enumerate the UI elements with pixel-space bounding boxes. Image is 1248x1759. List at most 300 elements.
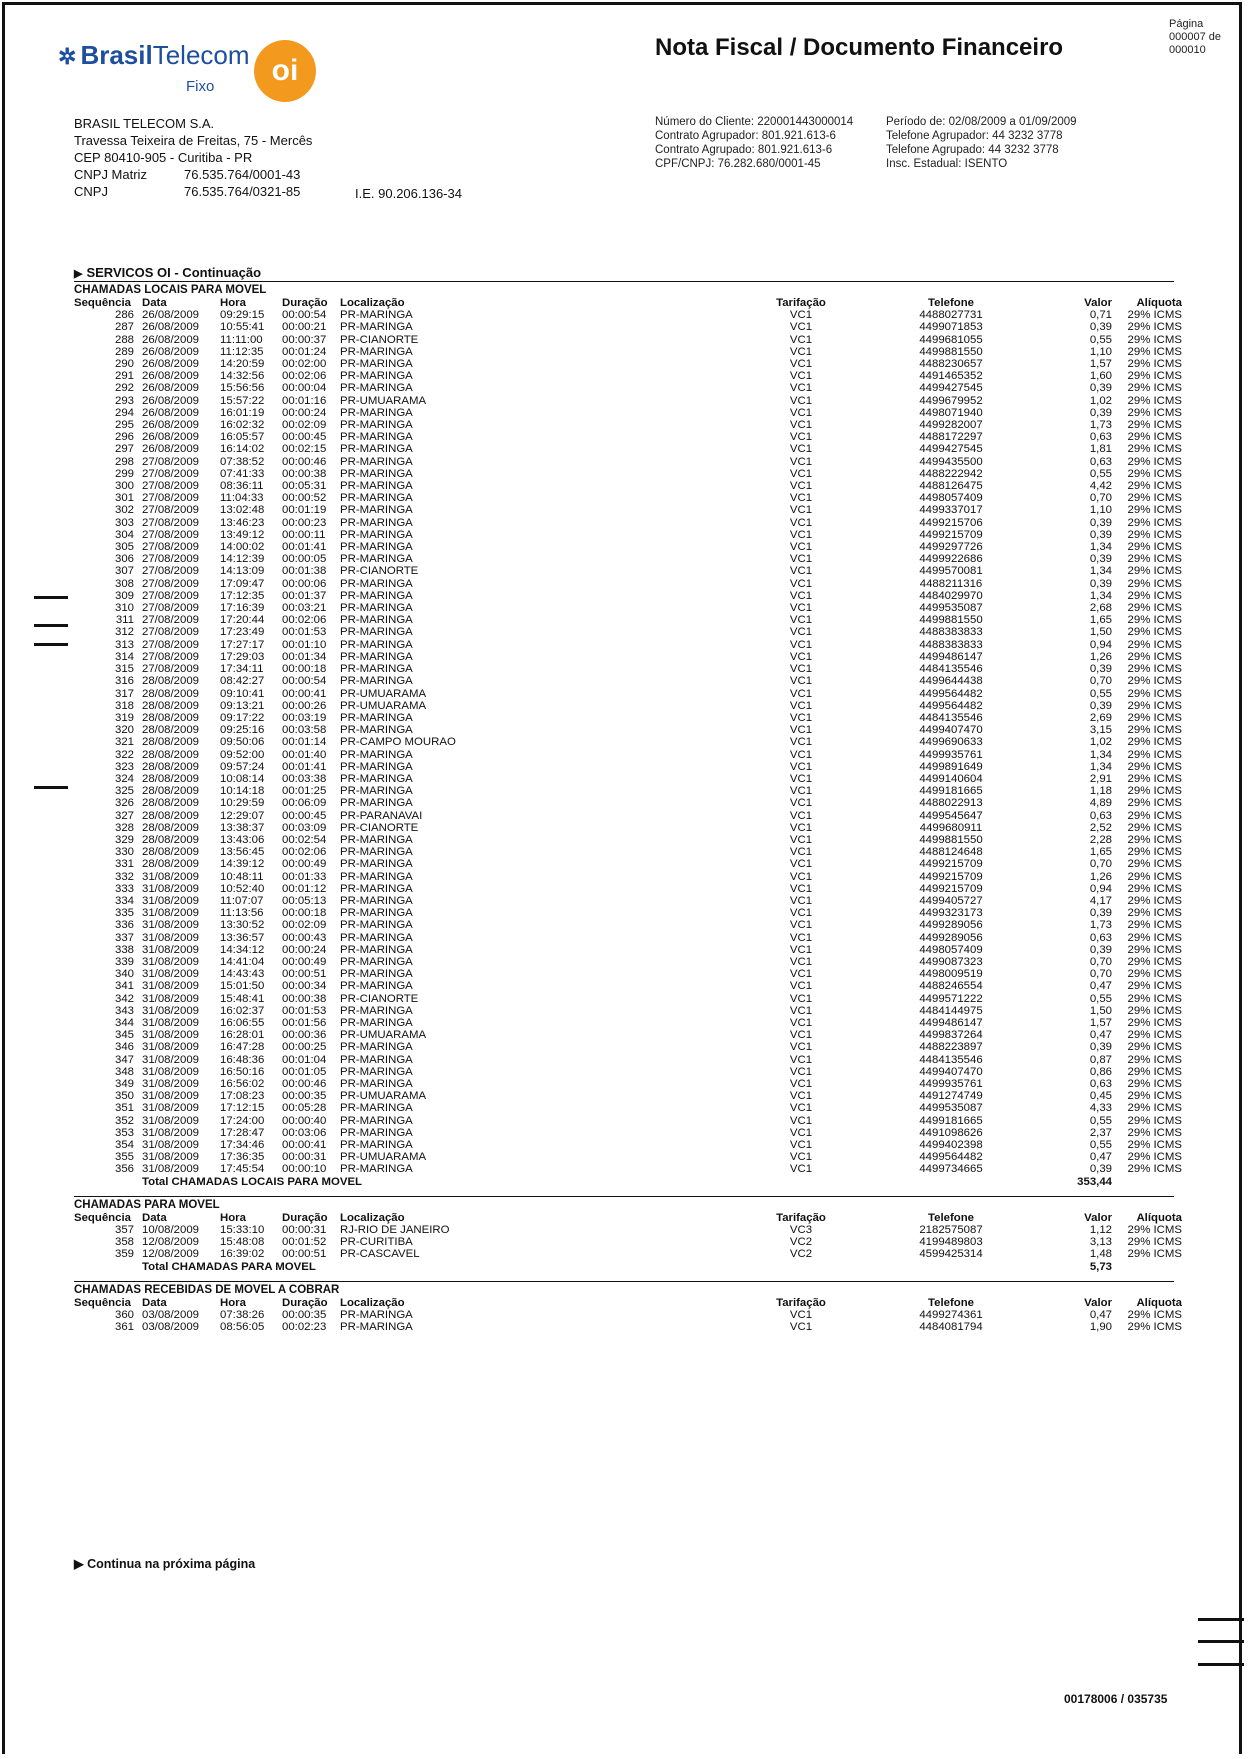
total-spacer bbox=[1112, 1176, 1182, 1188]
cell-phone: 4499734665 bbox=[919, 1163, 983, 1176]
cell-duration: 00:01:19 bbox=[282, 504, 327, 517]
cell-time: 15:57:22 bbox=[220, 394, 265, 407]
cell-date: 28/08/2009 bbox=[142, 699, 200, 712]
call-section bbox=[74, 281, 1182, 1188]
cell-tariff: VC1 bbox=[789, 431, 813, 444]
cell-date: 31/08/2009 bbox=[142, 1041, 200, 1054]
cell-time: 17:45:54 bbox=[220, 1163, 265, 1176]
table-row bbox=[74, 1005, 1182, 1017]
cell-duration: 00:02:06 bbox=[282, 370, 327, 383]
cell-tax-rate: 29% ICMS bbox=[1127, 480, 1182, 493]
cell-sequence: 309 bbox=[114, 589, 134, 602]
cell-location: PR-MARINGA bbox=[340, 1126, 413, 1139]
cell-phone: 4499407470 bbox=[919, 724, 983, 737]
cell-tariff: VC1 bbox=[789, 919, 813, 932]
table-row bbox=[74, 541, 1182, 553]
cell-location: PR-MARINGA bbox=[340, 1309, 413, 1322]
cell-phone: 4499679952 bbox=[919, 394, 983, 407]
cell-phone: 4499215709 bbox=[919, 858, 983, 871]
cell-duration: 00:00:06 bbox=[282, 577, 327, 590]
cell-tax-rate: 29% ICMS bbox=[1127, 1053, 1182, 1066]
cell-sequence: 314 bbox=[114, 650, 134, 663]
cell-date: 28/08/2009 bbox=[142, 797, 200, 810]
cell-phone: 4499545647 bbox=[919, 809, 983, 822]
table-row bbox=[74, 944, 1182, 956]
table-row bbox=[74, 822, 1182, 834]
cell-tariff: VC1 bbox=[789, 748, 813, 761]
cell-location: PR-MARINGA bbox=[340, 907, 413, 920]
cell-tax-rate: 29% ICMS bbox=[1127, 431, 1182, 444]
cell-phone: 4499837264 bbox=[919, 1029, 983, 1042]
oi-logo: oi bbox=[254, 40, 316, 102]
cell-sequence: 332 bbox=[114, 870, 134, 883]
total-label: Total CHAMADAS PARA MOVEL bbox=[142, 1260, 316, 1273]
cell-date: 31/08/2009 bbox=[142, 1029, 200, 1042]
cell-time: 17:29:03 bbox=[220, 650, 265, 663]
cell-date: 27/08/2009 bbox=[142, 541, 200, 554]
cell-date: 31/08/2009 bbox=[142, 931, 200, 944]
cell-tariff: VC1 bbox=[789, 699, 813, 712]
cell-date: 31/08/2009 bbox=[142, 1114, 200, 1127]
cell-tariff: VC1 bbox=[789, 1139, 813, 1152]
cell-tariff: VC1 bbox=[789, 675, 813, 688]
table-row bbox=[74, 1139, 1182, 1151]
cell-duration: 00:00:49 bbox=[282, 955, 327, 968]
cell-location: PR-MARINGA bbox=[340, 1321, 413, 1334]
column-header-tariff: Tarifação bbox=[776, 297, 826, 309]
table-row bbox=[74, 675, 1182, 687]
cell-value: 4,89 bbox=[1089, 797, 1112, 810]
cell-time: 15:56:56 bbox=[220, 382, 265, 395]
cell-tariff: VC1 bbox=[789, 589, 813, 602]
cell-duration: 00:01:37 bbox=[282, 589, 327, 602]
cell-sequence: 319 bbox=[114, 711, 134, 724]
column-header-time: Hora bbox=[220, 1211, 246, 1224]
cell-date: 31/08/2009 bbox=[142, 1016, 200, 1029]
cell-duration: 00:00:34 bbox=[282, 980, 327, 993]
column-header-tariff: Tarifação bbox=[776, 1296, 826, 1309]
cell-sequence: 330 bbox=[114, 846, 134, 859]
cell-location: PR-UMUARAMA bbox=[340, 1090, 427, 1103]
cell-tax-rate: 29% ICMS bbox=[1127, 968, 1182, 981]
cell-duration: 00:00:26 bbox=[282, 699, 327, 712]
column-header-duration: Duração bbox=[282, 1296, 328, 1309]
column-header-phone: Telefone bbox=[928, 1296, 974, 1309]
cell-tax-rate: 29% ICMS bbox=[1127, 492, 1182, 505]
cell-phone: 4491465352 bbox=[919, 370, 983, 383]
cell-location: PR-MARINGA bbox=[340, 1016, 413, 1029]
cell-value: 0,63 bbox=[1089, 431, 1112, 444]
cell-duration: 00:00:18 bbox=[282, 663, 327, 676]
column-header-phone: Telefone bbox=[928, 1211, 974, 1224]
column-header-location: Localização bbox=[340, 1296, 405, 1309]
company-info bbox=[74, 115, 462, 201]
cell-tax-rate: 29% ICMS bbox=[1127, 1224, 1182, 1237]
cell-tax-rate: 29% ICMS bbox=[1127, 370, 1182, 383]
cell-time: 13:30:52 bbox=[220, 919, 265, 932]
cell-phone: 4499215709 bbox=[919, 870, 983, 883]
cell-tax-rate: 29% ICMS bbox=[1127, 528, 1182, 541]
cell-tax-rate: 29% ICMS bbox=[1127, 602, 1182, 615]
cell-date: 27/08/2009 bbox=[142, 638, 200, 651]
cell-phone: 4499881550 bbox=[919, 614, 983, 627]
cell-tax-rate: 29% ICMS bbox=[1127, 1065, 1182, 1078]
cell-sequence: 333 bbox=[114, 882, 134, 895]
cell-value: 0,39 bbox=[1089, 553, 1112, 566]
cell-value: 0,39 bbox=[1089, 382, 1112, 395]
cnpj: CNPJ 76.535.764/0321-85 bbox=[74, 184, 301, 199]
cell-duration: 00:01:40 bbox=[282, 748, 327, 761]
table-row bbox=[74, 395, 1182, 407]
cell-sequence: 303 bbox=[114, 516, 134, 529]
cell-value: 0,47 bbox=[1089, 1309, 1112, 1322]
total-spacer bbox=[74, 1176, 142, 1188]
cell-time: 13:36:57 bbox=[220, 931, 265, 944]
cell-tax-rate: 29% ICMS bbox=[1127, 309, 1182, 322]
column-header-duration: Duração bbox=[282, 297, 328, 309]
cell-value: 0,39 bbox=[1089, 1163, 1112, 1176]
cell-duration: 00:01:41 bbox=[282, 541, 327, 554]
cell-time: 17:28:47 bbox=[220, 1126, 265, 1139]
cell-tariff: VC1 bbox=[789, 309, 813, 322]
cell-value: 1,02 bbox=[1089, 736, 1112, 749]
section-title: CHAMADAS LOCAIS PARA MOVEL bbox=[74, 284, 267, 296]
table-row bbox=[74, 1224, 1182, 1236]
cell-time: 08:42:27 bbox=[220, 675, 265, 688]
arrow-right-icon: ▶ bbox=[74, 1557, 88, 1571]
cell-phone: 4499486147 bbox=[919, 650, 983, 663]
cell-value: 0,47 bbox=[1089, 980, 1112, 993]
table-row bbox=[74, 1248, 1182, 1260]
cell-sequence: 360 bbox=[114, 1309, 134, 1322]
cell-time: 08:56:05 bbox=[220, 1321, 265, 1334]
cell-tariff: VC2 bbox=[789, 1248, 813, 1261]
inscricao-estadual: I.E. 90.206.136-34 bbox=[355, 186, 462, 201]
cell-duration: 00:02:23 bbox=[282, 1321, 327, 1334]
cell-value: 0,45 bbox=[1089, 1090, 1112, 1103]
cell-time: 10:29:59 bbox=[220, 797, 265, 810]
cell-tariff: VC1 bbox=[789, 1004, 813, 1017]
cell-sequence: 291 bbox=[114, 370, 134, 383]
cell-duration: 00:00:11 bbox=[282, 528, 326, 541]
cell-tax-rate: 29% ICMS bbox=[1127, 541, 1182, 554]
table-row bbox=[74, 663, 1182, 675]
cell-duration: 00:00:45 bbox=[282, 809, 327, 822]
cell-sequence: 346 bbox=[114, 1041, 134, 1054]
cell-sequence: 338 bbox=[114, 943, 134, 956]
company-address: Travessa Teixeira de Freitas, 75 - Mercês bbox=[74, 133, 313, 148]
cell-tariff: VC1 bbox=[789, 870, 813, 883]
cell-date: 26/08/2009 bbox=[142, 333, 200, 346]
cell-tariff: VC1 bbox=[789, 492, 813, 505]
cell-tariff: VC1 bbox=[789, 785, 813, 798]
call-section bbox=[74, 1196, 1182, 1273]
table-row bbox=[74, 1321, 1182, 1333]
table-row bbox=[74, 517, 1182, 529]
table-row bbox=[74, 1236, 1182, 1248]
cell-tariff: VC1 bbox=[789, 638, 813, 651]
cell-time: 13:02:48 bbox=[220, 504, 265, 517]
cell-duration: 00:02:06 bbox=[282, 614, 327, 627]
table-row bbox=[74, 724, 1182, 736]
cell-phone: 4499881550 bbox=[919, 345, 983, 358]
cell-duration: 00:03:19 bbox=[282, 711, 327, 724]
cell-phone: 4499570081 bbox=[919, 565, 983, 578]
cell-location: PR-UMUARAMA bbox=[340, 1029, 427, 1042]
cell-time: 14:13:09 bbox=[220, 565, 265, 578]
cell-tariff: VC1 bbox=[789, 943, 813, 956]
cell-time: 14:39:12 bbox=[220, 858, 265, 871]
table-row bbox=[74, 1151, 1182, 1163]
cell-tax-rate: 29% ICMS bbox=[1127, 675, 1182, 688]
cell-tariff: VC1 bbox=[789, 1078, 813, 1090]
cell-date: 28/08/2009 bbox=[142, 724, 200, 737]
cell-location: PR-MARINGA bbox=[340, 345, 413, 358]
cell-value: 2,37 bbox=[1089, 1126, 1112, 1139]
cell-tariff: VC1 bbox=[789, 333, 813, 346]
cell-tariff: VC1 bbox=[789, 650, 813, 663]
table-row bbox=[74, 639, 1182, 651]
cell-sequence: 317 bbox=[114, 687, 134, 700]
cell-value: 1,65 bbox=[1089, 846, 1112, 859]
cell-tax-rate: 29% ICMS bbox=[1127, 919, 1182, 932]
cell-tax-rate: 29% ICMS bbox=[1127, 809, 1182, 822]
cell-sequence: 354 bbox=[114, 1139, 134, 1152]
cell-location: PR-UMUARAMA bbox=[340, 699, 427, 712]
cell-date: 27/08/2009 bbox=[142, 553, 200, 566]
cell-time: 14:12:39 bbox=[220, 553, 265, 566]
cell-value: 0,39 bbox=[1089, 1041, 1112, 1054]
total-label: Total CHAMADAS LOCAIS PARA MOVEL bbox=[142, 1175, 363, 1188]
cell-date: 03/08/2009 bbox=[142, 1321, 200, 1334]
cell-phone: 4499681055 bbox=[919, 333, 983, 346]
cell-time: 17:08:23 bbox=[220, 1090, 265, 1103]
cell-duration: 00:03:38 bbox=[282, 772, 327, 785]
table-row bbox=[74, 346, 1182, 358]
cell-location: PR-MARINGA bbox=[340, 1041, 413, 1054]
cell-duration: 00:00:24 bbox=[282, 406, 327, 419]
cell-value: 1,26 bbox=[1089, 870, 1112, 883]
cell-sequence: 341 bbox=[114, 980, 134, 993]
client-info-right: Período de: 02/08/2009 a 01/09/2009 Telefone Agrupador: 44 3232 3778 Telefone Agrupado: 44 3232 3778 Insc. Estadual: ISENTO bbox=[886, 116, 1077, 170]
cell-phone: 4484081794 bbox=[919, 1321, 983, 1334]
cell-time: 15:33:10 bbox=[220, 1224, 265, 1237]
cell-tariff: VC1 bbox=[789, 382, 813, 395]
cell-location: PR-MARINGA bbox=[340, 760, 413, 773]
cell-location: PR-MARINGA bbox=[340, 772, 413, 785]
cell-sequence: 352 bbox=[114, 1114, 134, 1127]
cell-location: PR-MARINGA bbox=[340, 711, 413, 724]
cell-tariff: VC1 bbox=[789, 1016, 813, 1029]
cell-tariff: VC1 bbox=[789, 504, 813, 517]
cell-duration: 00:00:38 bbox=[282, 467, 327, 480]
table-row bbox=[74, 590, 1182, 602]
cell-sequence: 347 bbox=[114, 1053, 134, 1066]
cell-location: PR-MARINGA bbox=[340, 1114, 413, 1127]
cell-tax-rate: 29% ICMS bbox=[1127, 1004, 1182, 1017]
cell-date: 28/08/2009 bbox=[142, 846, 200, 859]
cell-phone: 4499891649 bbox=[919, 760, 983, 773]
cell-tax-rate: 29% ICMS bbox=[1127, 333, 1182, 346]
cell-duration: 00:01:33 bbox=[282, 870, 327, 883]
cell-time: 07:38:52 bbox=[220, 455, 265, 468]
cell-tax-rate: 29% ICMS bbox=[1127, 931, 1182, 944]
cell-value: 1,90 bbox=[1089, 1321, 1112, 1334]
cell-value: 1,34 bbox=[1089, 541, 1112, 554]
cell-tax-rate: 29% ICMS bbox=[1127, 797, 1182, 810]
cell-time: 17:20:44 bbox=[220, 614, 265, 627]
cell-phone: 4499535087 bbox=[919, 602, 983, 615]
cell-duration: 00:00:46 bbox=[282, 1078, 327, 1090]
cell-duration: 00:00:31 bbox=[282, 1224, 327, 1237]
cell-duration: 00:00:43 bbox=[282, 931, 327, 944]
scan-mark bbox=[34, 786, 68, 789]
cell-tax-rate: 29% ICMS bbox=[1127, 833, 1182, 846]
table-row bbox=[74, 1041, 1182, 1053]
cell-phone: 4499181665 bbox=[919, 1114, 983, 1127]
cell-tariff: VC1 bbox=[789, 565, 813, 578]
cell-time: 13:38:37 bbox=[220, 821, 265, 834]
cell-location: PR-MARINGA bbox=[340, 663, 413, 676]
cell-location: PR-MARINGA bbox=[340, 528, 413, 541]
cell-location: PR-MARINGA bbox=[340, 626, 413, 639]
cell-duration: 00:01:10 bbox=[282, 638, 327, 651]
cell-date: 26/08/2009 bbox=[142, 321, 200, 334]
cell-time: 11:07:07 bbox=[220, 894, 264, 907]
column-header-time: Hora bbox=[220, 1296, 246, 1309]
cell-tax-rate: 29% ICMS bbox=[1127, 772, 1182, 785]
cell-phone: 4499564482 bbox=[919, 1151, 983, 1164]
cell-tariff: VC1 bbox=[789, 516, 813, 529]
cell-duration: 00:00:35 bbox=[282, 1090, 327, 1103]
cell-tariff: VC1 bbox=[789, 1126, 813, 1139]
cell-date: 28/08/2009 bbox=[142, 675, 200, 688]
cell-tariff: VC1 bbox=[789, 846, 813, 859]
cell-sequence: 290 bbox=[114, 358, 134, 371]
cell-duration: 00:00:40 bbox=[282, 1114, 327, 1127]
cell-tariff: VC1 bbox=[789, 480, 813, 493]
cell-phone: 4499274361 bbox=[919, 1309, 983, 1322]
total-row bbox=[74, 1176, 1182, 1188]
cell-time: 09:50:06 bbox=[220, 736, 265, 749]
cell-phone: 4488172297 bbox=[919, 431, 983, 444]
cell-phone: 4499215709 bbox=[919, 528, 983, 541]
table-row bbox=[74, 565, 1182, 577]
cell-location: PR-CIANORTE bbox=[340, 333, 419, 346]
cell-time: 10:14:18 bbox=[220, 785, 265, 798]
cell-value: 2,68 bbox=[1089, 602, 1112, 615]
cell-phone: 4499564482 bbox=[919, 699, 983, 712]
cell-sequence: 337 bbox=[114, 931, 134, 944]
cell-tariff: VC1 bbox=[789, 1114, 813, 1127]
cell-time: 13:43:06 bbox=[220, 833, 265, 846]
cell-tax-rate: 29% ICMS bbox=[1127, 358, 1182, 371]
cell-tax-rate: 29% ICMS bbox=[1127, 663, 1182, 676]
cell-duration: 00:01:38 bbox=[282, 565, 327, 578]
cell-duration: 00:02:00 bbox=[282, 358, 327, 371]
cell-tax-rate: 29% ICMS bbox=[1127, 565, 1182, 578]
cell-phone: 4499427545 bbox=[919, 443, 983, 456]
cell-time: 09:57:24 bbox=[220, 760, 265, 773]
column-header-phone: Telefone bbox=[928, 297, 974, 309]
cell-location: PR-UMUARAMA bbox=[340, 394, 427, 407]
cell-date: 28/08/2009 bbox=[142, 809, 200, 822]
cell-time: 09:29:15 bbox=[220, 309, 265, 322]
cell-tax-rate: 29% ICMS bbox=[1127, 821, 1182, 834]
cell-phone: 4499571222 bbox=[919, 992, 983, 1005]
cell-value: 3,15 bbox=[1089, 724, 1112, 737]
cell-date: 28/08/2009 bbox=[142, 687, 200, 700]
cell-location: PR-PARANAVAI bbox=[340, 809, 423, 822]
cell-tariff: VC1 bbox=[789, 980, 813, 993]
cell-sequence: 353 bbox=[114, 1126, 134, 1139]
column-header-location: Localização bbox=[340, 1211, 405, 1224]
cell-date: 26/08/2009 bbox=[142, 419, 200, 432]
column-header-value: Valor bbox=[1084, 1296, 1112, 1309]
cell-tax-rate: 29% ICMS bbox=[1127, 638, 1182, 651]
cell-time: 17:34:46 bbox=[220, 1139, 265, 1152]
table-row bbox=[74, 468, 1182, 480]
cell-duration: 00:01:41 bbox=[282, 760, 327, 773]
cell-time: 13:49:12 bbox=[220, 528, 265, 541]
cell-time: 07:38:26 bbox=[220, 1309, 265, 1322]
cell-sequence: 334 bbox=[114, 894, 134, 907]
cell-value: 1,34 bbox=[1089, 589, 1112, 602]
cell-tariff: VC1 bbox=[789, 614, 813, 627]
cell-tax-rate: 29% ICMS bbox=[1127, 1309, 1182, 1322]
cell-location: PR-CURITIBA bbox=[340, 1236, 413, 1249]
cell-tariff: VC1 bbox=[789, 663, 813, 676]
cell-location: PR-CIANORTE bbox=[340, 565, 419, 578]
cell-location: PR-MARINGA bbox=[340, 541, 413, 554]
cell-tariff: VC1 bbox=[789, 443, 813, 456]
table-row bbox=[74, 932, 1182, 944]
cell-date: 28/08/2009 bbox=[142, 760, 200, 773]
cell-tariff: VC1 bbox=[789, 687, 813, 700]
cell-phone: 4488246554 bbox=[919, 980, 983, 993]
table-row bbox=[74, 907, 1182, 919]
cell-duration: 00:00:41 bbox=[282, 1139, 327, 1152]
cell-date: 31/08/2009 bbox=[142, 980, 200, 993]
cell-phone: 4498057409 bbox=[919, 943, 983, 956]
scan-mark bbox=[1198, 1618, 1244, 1621]
cell-tariff: VC1 bbox=[789, 809, 813, 822]
cell-value: 1,81 bbox=[1089, 443, 1112, 456]
cell-value: 1,50 bbox=[1089, 1004, 1112, 1017]
cell-duration: 00:00:38 bbox=[282, 992, 327, 1005]
cell-value: 0,47 bbox=[1089, 1151, 1112, 1164]
cell-location: PR-MARINGA bbox=[340, 309, 413, 322]
cell-tax-rate: 29% ICMS bbox=[1127, 699, 1182, 712]
cell-time: 14:20:59 bbox=[220, 358, 265, 371]
cell-time: 11:04:33 bbox=[220, 492, 264, 505]
cell-location: PR-MARINGA bbox=[340, 846, 413, 859]
cell-sequence: 322 bbox=[114, 748, 134, 761]
cell-value: 0,70 bbox=[1089, 675, 1112, 688]
cell-value: 1,50 bbox=[1089, 626, 1112, 639]
cell-location: PR-MARINGA bbox=[340, 919, 413, 932]
cell-date: 31/08/2009 bbox=[142, 1004, 200, 1017]
cell-date: 26/08/2009 bbox=[142, 443, 200, 456]
cell-time: 17:09:47 bbox=[220, 577, 265, 590]
cell-tariff: VC1 bbox=[789, 602, 813, 615]
cell-duration: 00:00:51 bbox=[282, 968, 327, 981]
cell-duration: 00:00:45 bbox=[282, 431, 327, 444]
cell-value: 1,34 bbox=[1089, 565, 1112, 578]
cell-location: PR-MARINGA bbox=[340, 1065, 413, 1078]
cell-tax-rate: 29% ICMS bbox=[1127, 382, 1182, 395]
cell-location: PR-MARINGA bbox=[340, 1053, 413, 1066]
